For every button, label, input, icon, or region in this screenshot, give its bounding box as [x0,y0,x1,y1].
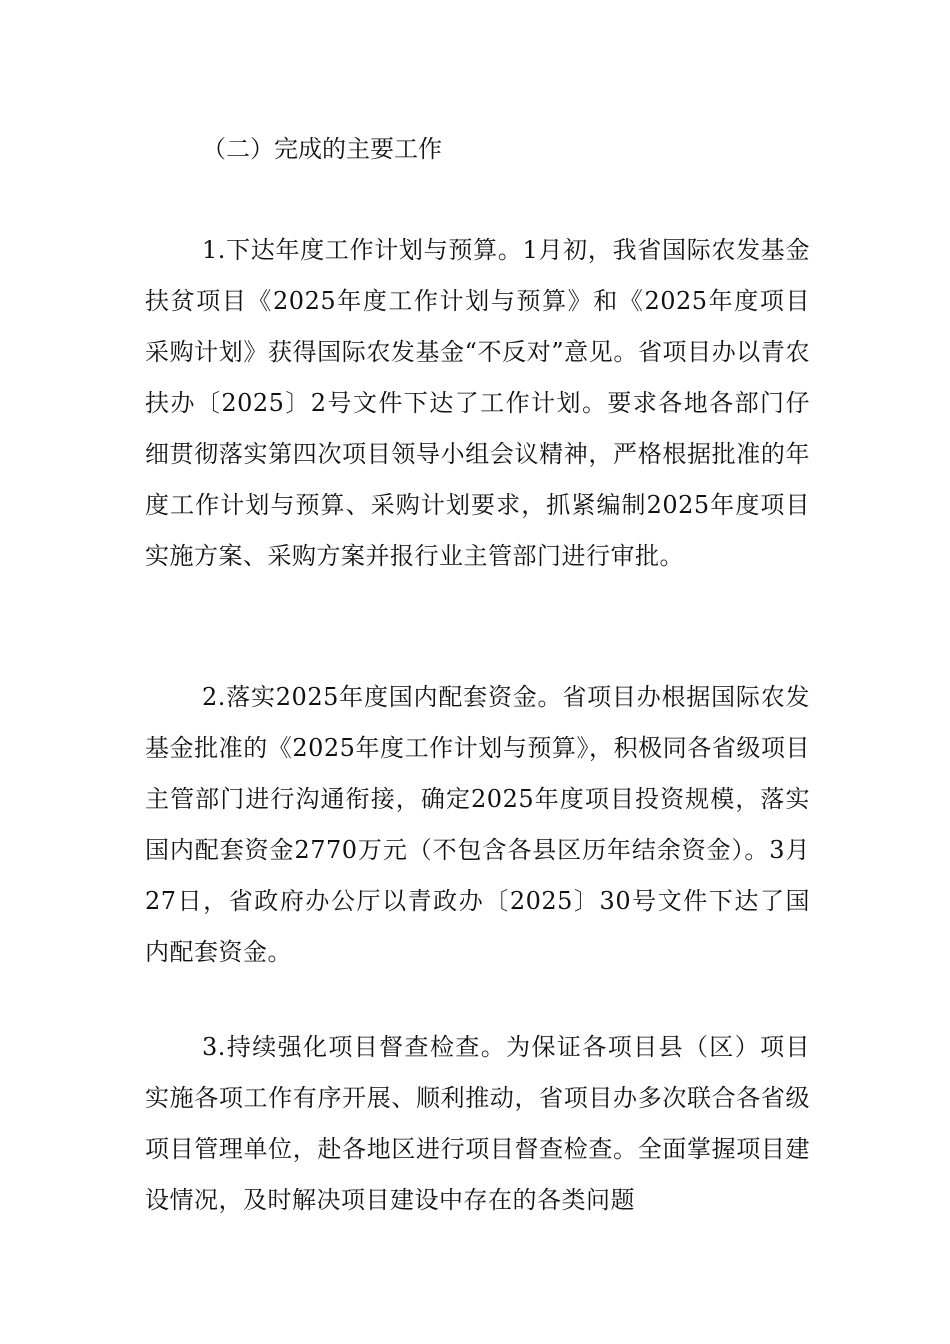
paragraph-3: 3.持续强化项目督查检查。为保证各项目县（区）项目实施各项工作有序开展、顺利推动，省项目办多次联合各省级项目管理单位，赴各地区进行项目督查检查。全面掌握项目建设情况，及时解决项目建设中存在的各类问题 [145,1033,810,1214]
paragraph-1: 1.下达年度工作计划与预算。1月初，我省国际农发基金扶贫项目《2025年度工作计划与预算》和《2025年度项目采购计划》获得国际农发基金“不反对”意见。省项目办以青农扶办〔2025〕2号文件下达了工作计划。要求各地各部门仔细贯彻落实第四次项目领导小组会议精神，严格根据批准的年度工作计划与预算、采购计划要求，抓紧编制2025年度项目实施方案、采购方案并报行业主管部门进行审批。 [145,236,810,570]
section-heading: （二）完成的主要工作 [202,135,442,163]
document-page [145,0,810,1344]
paragraph-2: 2.落实2025年度国内配套资金。省项目办根据国际农发基金批准的《2025年度工作计划与预算》，积极同各省级项目主管部门进行沟通衔接，确定2025年度项目投资规模，落实国内配套资金2770万元（不包含各县区历年结余资金）。3月27日，省政府办公厅以青政办〔2025〕30号文件下达了国内配套资金。 [145,683,810,966]
